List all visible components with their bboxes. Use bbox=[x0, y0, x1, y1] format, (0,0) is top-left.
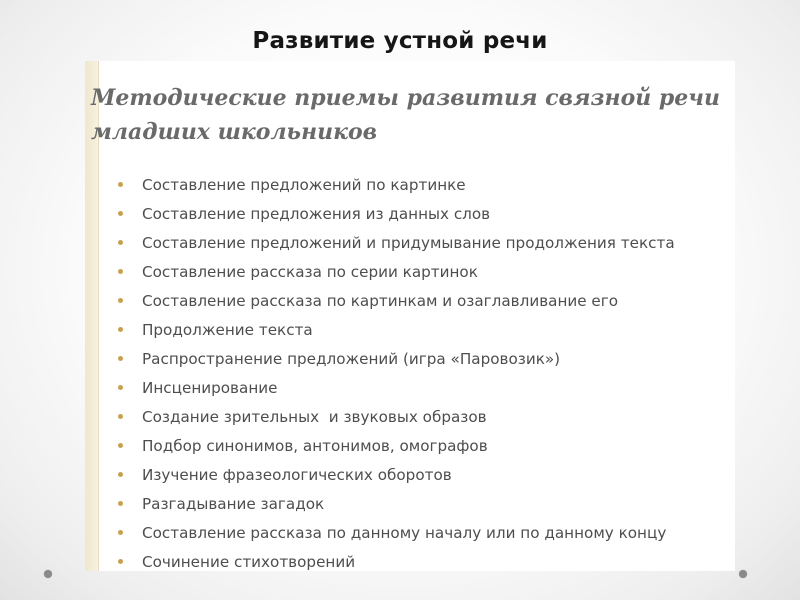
list-item-text: Составление предложения из данных слов bbox=[142, 205, 491, 223]
list-item-text: Составление рассказа по серии картинок bbox=[142, 263, 478, 281]
list-item-text: Инсценирование bbox=[142, 379, 278, 397]
bullet-icon bbox=[118, 559, 123, 564]
list-item-text: Изучение фразеологических оборотов bbox=[142, 466, 452, 484]
bullet-icon bbox=[118, 269, 123, 274]
previous-slide-dot-icon[interactable] bbox=[44, 570, 52, 578]
list-item-text: Составление предложений и придумывание продолжения текста bbox=[142, 234, 675, 252]
list-item-text: Разгадывание загадок bbox=[142, 495, 325, 513]
bullet-icon bbox=[118, 298, 123, 303]
bullet-icon bbox=[118, 385, 123, 390]
next-slide-dot-icon[interactable] bbox=[739, 570, 747, 578]
list-item bbox=[115, 317, 675, 346]
list-item bbox=[115, 549, 675, 571]
methods-heading-line-1: Методические приемы развития связной речи bbox=[91, 85, 721, 111]
list-item-text: Составление рассказа по картинкам и озаглавливание его bbox=[142, 292, 619, 310]
methods-list bbox=[115, 172, 675, 571]
bullet-icon bbox=[118, 211, 123, 216]
methods-heading-line-2: младших школьников bbox=[91, 119, 378, 145]
list-item-text: Составление предложений по картинке bbox=[142, 176, 466, 194]
list-item bbox=[115, 491, 675, 520]
methods-image bbox=[85, 61, 735, 571]
list-item-text: Распространение предложений (игра «Паровозик») bbox=[142, 350, 561, 368]
list-item bbox=[115, 404, 675, 433]
bullet-icon bbox=[118, 182, 123, 187]
bullet-icon bbox=[118, 414, 123, 419]
list-item bbox=[115, 172, 675, 201]
bullet-icon bbox=[118, 501, 123, 506]
list-item bbox=[115, 346, 675, 375]
list-item bbox=[115, 230, 675, 259]
list-item-text: Составление рассказа по данному началу или по данному концу bbox=[142, 524, 667, 542]
list-item bbox=[115, 433, 675, 462]
bullet-icon bbox=[118, 443, 123, 448]
list-item bbox=[115, 288, 675, 317]
bullet-icon bbox=[118, 472, 123, 477]
bullet-icon bbox=[118, 327, 123, 332]
list-item-text: Сочинение стихотворений bbox=[142, 553, 356, 571]
bullet-icon bbox=[118, 530, 123, 535]
list-item-text: Подбор синонимов, антонимов, омографов bbox=[142, 437, 488, 455]
list-item-text: Создание зрительных и звуковых образов bbox=[142, 408, 487, 426]
list-item bbox=[115, 259, 675, 288]
list-item bbox=[115, 375, 675, 404]
list-item bbox=[115, 520, 675, 549]
methods-heading bbox=[91, 81, 731, 149]
bullet-icon bbox=[118, 240, 123, 245]
slide-title: Развитие устной речи bbox=[252, 28, 548, 54]
list-item-text: Продолжение текста bbox=[142, 321, 313, 339]
list-item bbox=[115, 201, 675, 230]
bullet-icon bbox=[118, 356, 123, 361]
list-item bbox=[115, 462, 675, 491]
